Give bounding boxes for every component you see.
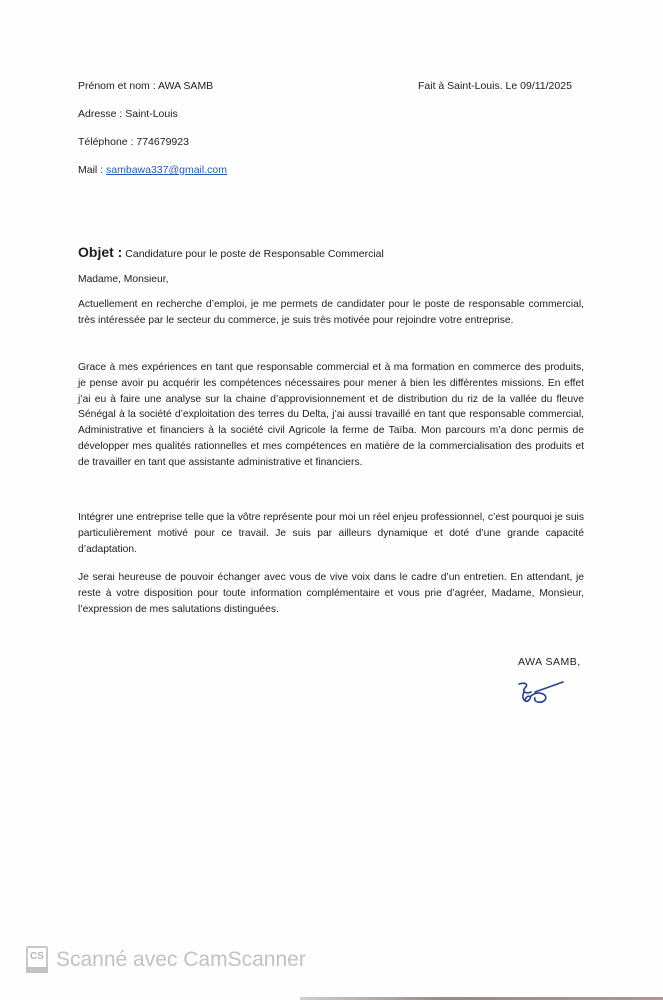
sender-name: Prénom et nom : AWA SAMB [78,80,214,92]
paragraph: Intégrer une entreprise telle que la vôtre représente pour moi un réel enjeu professionnel, c’est pourquoi je suis particulièrement motivé pour ce travail. Je suis par ailleurs dynamique et doté d’une grande capacité d’adaptation. [78,512,584,555]
signature-icon [515,678,567,710]
closing-name: AWA SAMB, [518,656,581,668]
salutation: Madame, Monsieur, [78,274,169,285]
sender-block [78,80,227,192]
sender-phone: Téléphone : 774679923 [78,136,189,148]
subject-label: Objet : [78,244,123,260]
mail-label: Mail : [78,164,107,176]
sender-address: Adresse : Saint-Louis [78,108,178,120]
paragraph: Actuellement en recherche d’emploi, je me permets de candidater pour le poste de responsable commercial, très intéressée par le secteur du commerce, je suis très motivée pour rejoindre votre entreprise. [78,299,584,326]
camscanner-watermark [26,946,306,973]
mail-link[interactable]: sambawa337@gmail.com [106,164,227,176]
paragraph: Grace à mes expériences en tant que responsable commercial et à ma formation en commerce des produits, je pense avoir pu acquérir les compétences nécessaires pour mener à bien les différentes missions. En effet j’ai eu à faire une analyse sur la chaine d’approvisionnement et de distribution du riz de la vallée du fleuve Sénégal à la société d’exploitation des terres du Delta, j’ai aussi travaillé en tant que responsable commercial, Administrative et financiers à la société civil Agricole la ferme de Taïba. Mon parcours m’a donc permis de développer mes qualités rationnelles et mes compétences en matière de la commercialisation des produits et de travailler en tant que assistante administrative et financiers. [78,362,584,468]
sender-mail [78,164,227,192]
watermark-text: Scanné avec CamScanner [56,947,306,971]
paragraph: Je serai heureuse de pouvoir échanger avec vous de vive voix dans le cadre d’un entretien. En attendant, je reste à votre disposition pour toute information complémentaire et vous prie d’agréer, Madame, Monsieur, l’expression de mes salutations distinguées. [78,572,584,615]
subject-line [78,244,384,260]
place-date: Fait à Saint-Louis. Le 09/11/2025 [418,80,572,92]
camscanner-logo-icon: CS [26,946,48,973]
subject-text: Candidature pour le poste de Responsable Commercial [125,248,384,260]
